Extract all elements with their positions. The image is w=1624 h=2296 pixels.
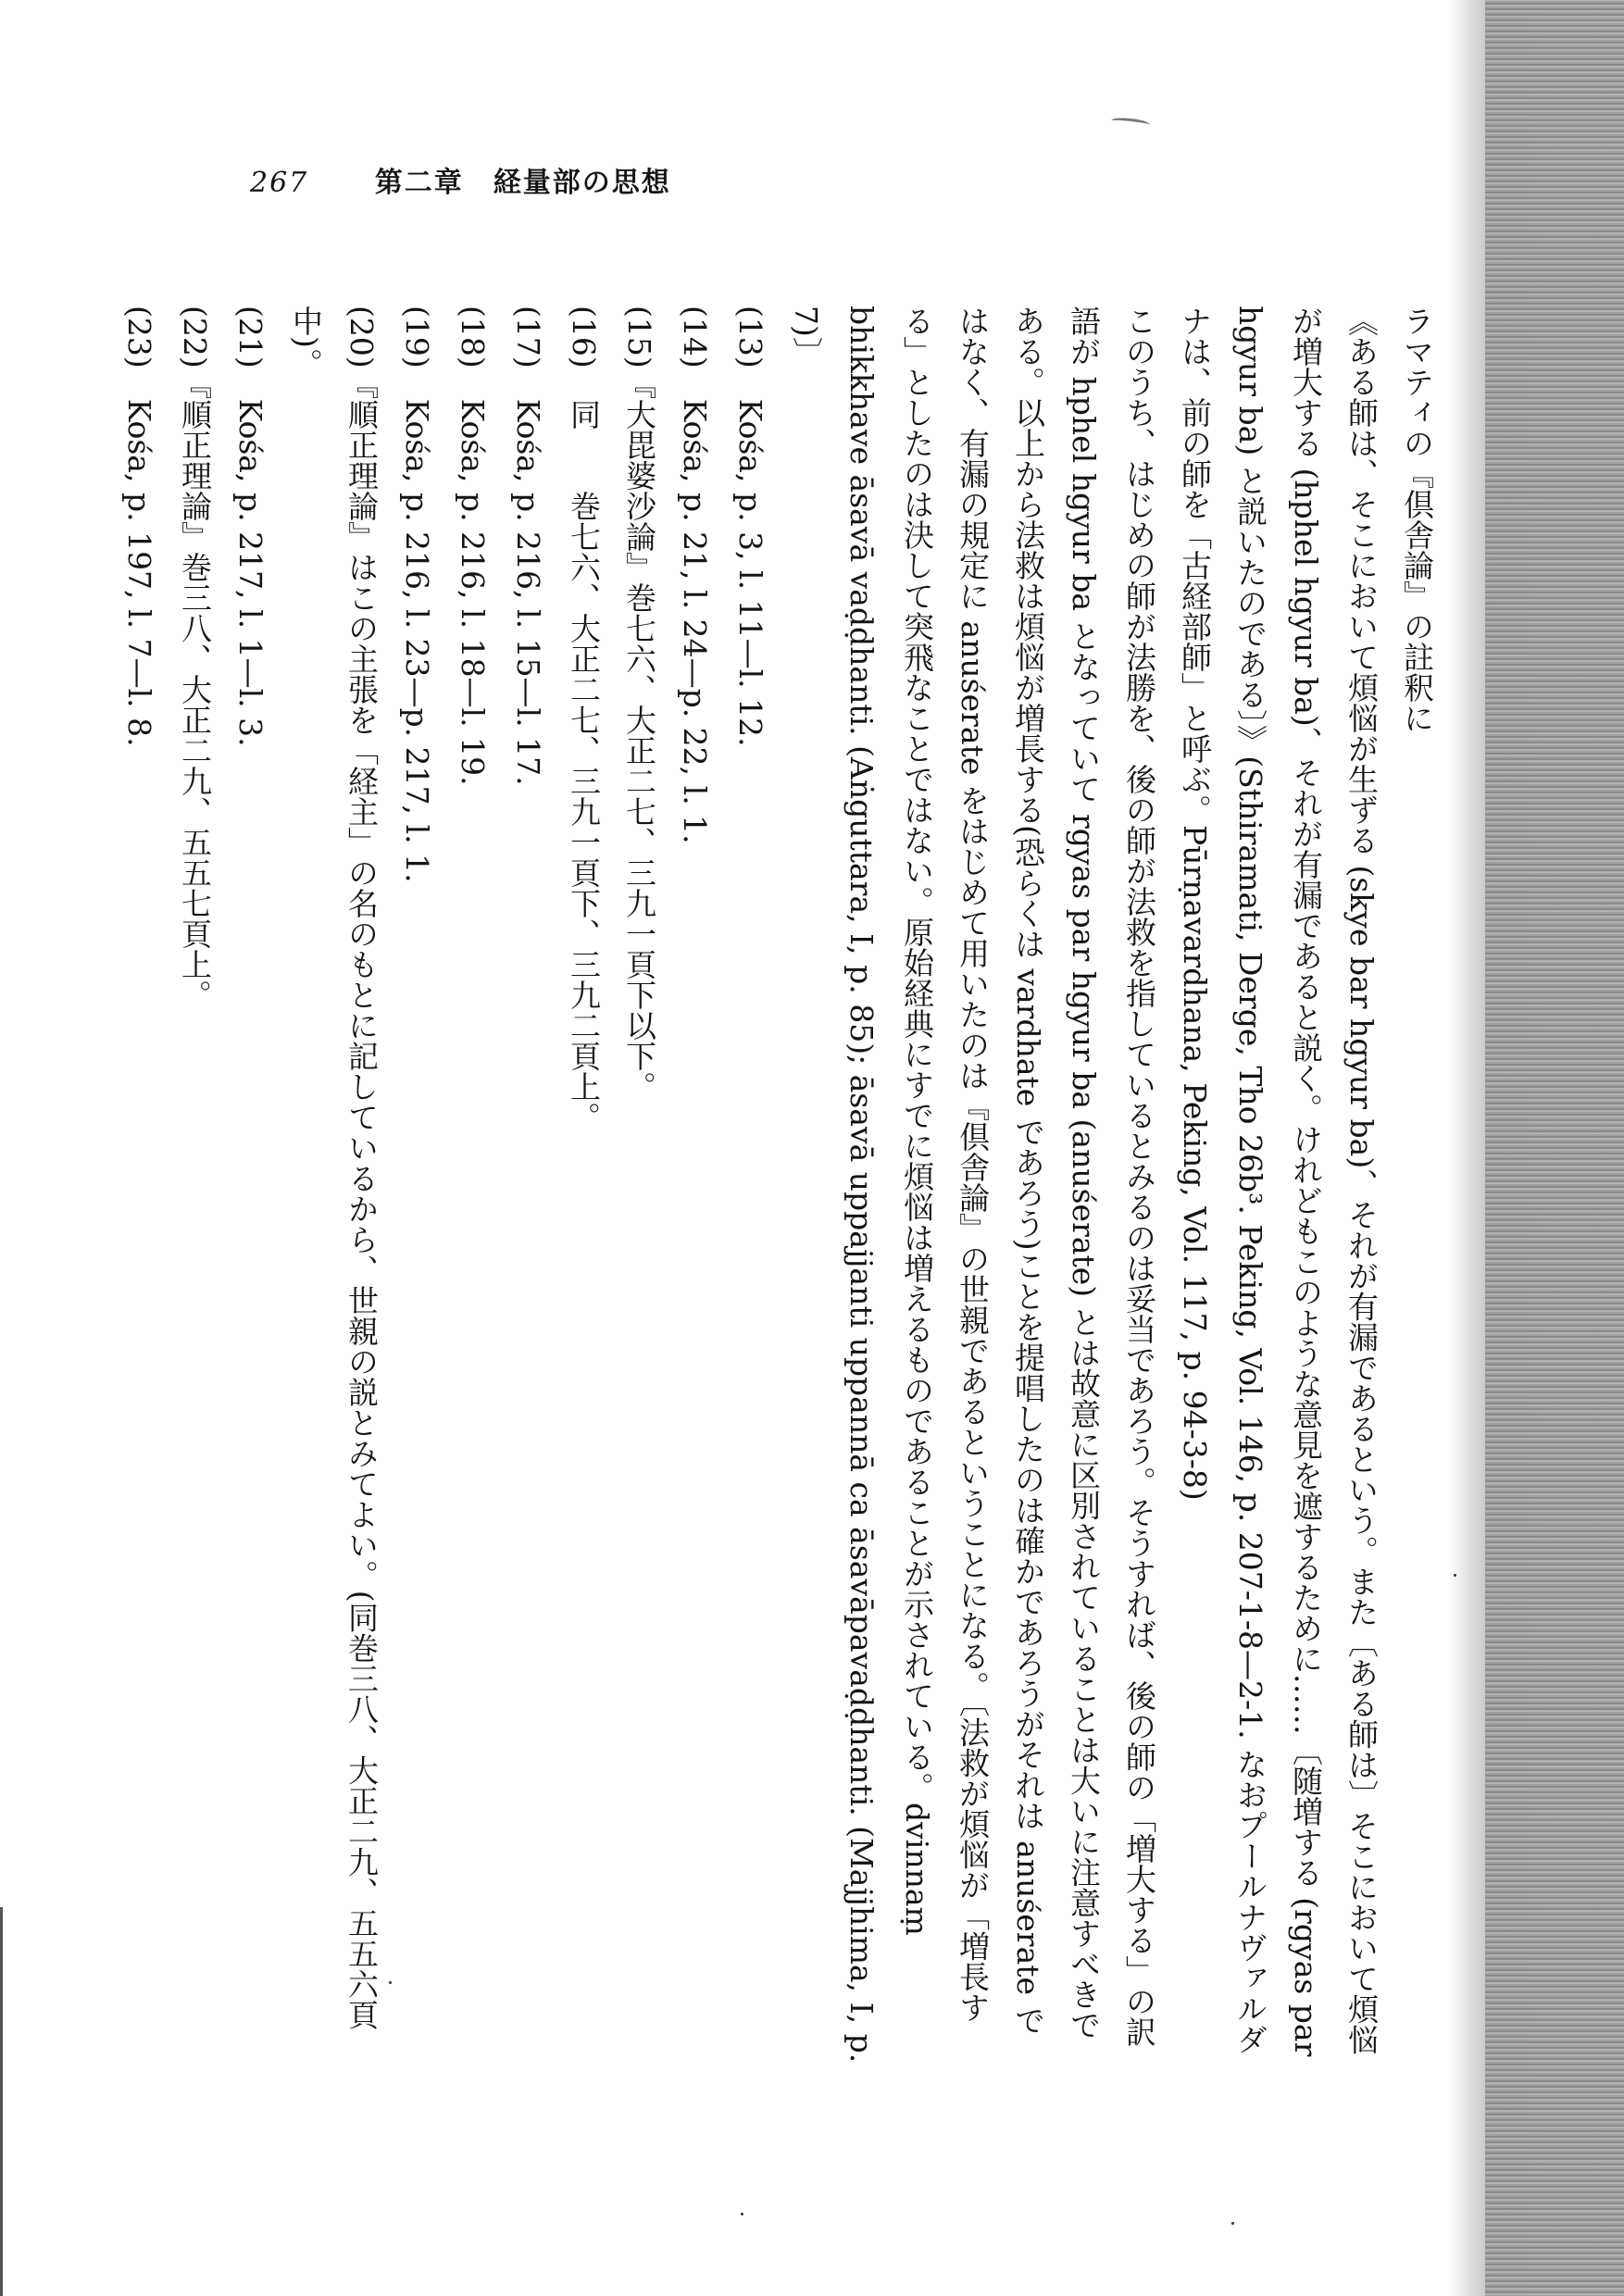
footnote-21: (21) Kośa, p. 217, l. 1—l. 3. xyxy=(232,306,269,747)
scan-mark xyxy=(1111,117,1151,129)
scan-speck xyxy=(1231,2222,1234,2225)
scan-speck xyxy=(1454,1574,1456,1577)
footnote-16: (16) 同 巻七六、大正二七、三九一頁下、三九二頁上。 xyxy=(566,306,602,1132)
running-header xyxy=(250,159,671,200)
body-paragraph: 《ある師は、そこにおいて煩悩が生ずる (skye bar hgyur ba)、それが有漏であるという。また〔ある師は〕そこにおいて煩悩が増大する (hphel hgyur ba)、それが有漏であると説く。けれどもこのような意見を遮するために……〔随増する (rgyas par hgyur ba) と説いたのである〕》(Sthiramati, Derge, Tho 26b³. Peking, Vol. 146, p. 207-1-8—2-1. なおプールナヴァルダナは、前の師を「古経部師」と呼ぶ。Pūrṇavardhana, Peking, Vol. 117, p. 94-3-8) xyxy=(1177,306,1380,2057)
scan-left-edge xyxy=(0,1907,3,2296)
footnote-19: (19) Kośa, p. 216, l. 23—p. 217, l. 1. xyxy=(399,306,435,883)
footnote-17: (17) Kośa, p. 216, l. 15—l. 17. xyxy=(510,306,546,786)
vertical-text-block xyxy=(121,306,1444,2065)
footnote-18: (18) Kośa, p. 216, l. 18—l. 19. xyxy=(455,306,491,786)
scan-speck xyxy=(741,2213,743,2215)
footnote-13: (13) Kośa, p. 3, l. 11—l. 12. xyxy=(732,306,768,747)
footnote-20: (20)『順正理論』はこの主張を「経主」の名のもとに記しているから、世親の説とみてよい。(同巻三八、大正二九、五五六頁中)。 xyxy=(288,306,380,2030)
scan-edge-shadow xyxy=(1485,0,1624,2296)
footnote-15: (15)『大毘婆沙論』巻七六、大正二七、三九一頁下以下。 xyxy=(621,306,657,1102)
footnote-22: (22)『順正理論』巻三八、大正二九、五五七頁上。 xyxy=(177,306,213,1010)
footnote-23: (23) Kośa, p. 197, l. 7—l. 8. xyxy=(121,306,157,747)
footnote-14: (14) Kośa, p. 21, l. 24—p. 22, l. 1. xyxy=(677,306,713,844)
page-number: 267 xyxy=(250,167,309,199)
body-paragraph: ラマティの『倶舎論』の註釈に xyxy=(1399,306,1435,733)
chapter-title: 第二章 経量部の思想 xyxy=(374,167,671,199)
body-paragraph: このうち、はじめの師が法勝を、後の師が法救を指しているとみるのは妥当であろう。そうすれば、後の師の「増大する」の訳語が hphel hgyur ba となっていて rgyas par hgyur ba (anuśerate) とは故意に区別されていることは大いに注意すべきである。以上から法救は煩悩が増長する(恐らくは vardhate であろう)ことを提唱したのは確かであろうがそれは anuśerate ではなく、有漏の規定に anuśerate をはじめて用いたのは『倶舎論』の世親であるということになる。〔法救が煩悩が「増長する」としたのは決して突飛なことではない。原始経典にすでに煩悩は増えるものであることが示されている。dvinnaṃ bhikkhave āsavā vaḍḍhanti. (Aṅguttara, I, p. 85); āsavā uppajjanti uppannā ca āsavāpavaḍḍhanti. (Majjhima, I, p. 7)〕 xyxy=(788,306,1157,2064)
